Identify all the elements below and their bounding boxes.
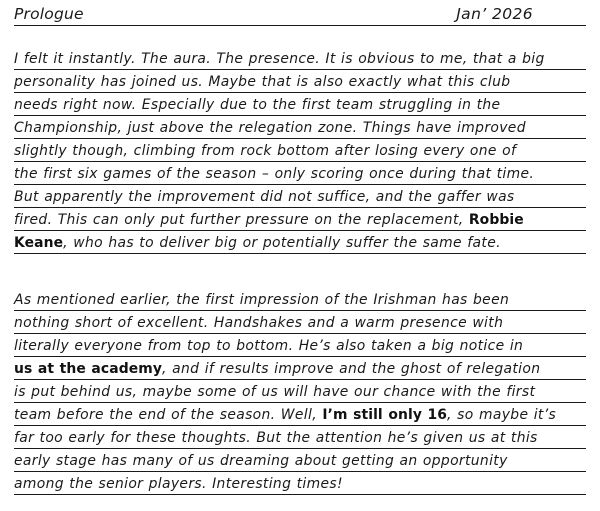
text-line [14,380,586,403]
text-line [14,93,586,116]
line-text: As mentioned earlier, the first impression of the Irishman has been [14,292,510,308]
text-line [14,357,586,380]
line-text: early stage has many of us dreaming about getting an opportunity [14,453,508,469]
highlight-name-last: Keane [14,235,64,251]
line-text: is put behind us, maybe some of us will have our chance with the first [14,384,536,400]
chapter-title: Prologue [14,5,84,23]
line-text: But apparently the improvement did not suffice, and the gaffer was [14,189,515,205]
paragraph-2 [14,288,586,495]
line-text: I felt it instantly. The aura. The presence. It is obvious to me, that a big [14,51,545,67]
line-text: needs right now. Especially due to the first team struggling in the [14,97,501,113]
line-text: literally everyone from top to bottom. He’s also taken a big notice in [14,338,524,354]
text-line [14,403,586,426]
text-line [14,208,586,231]
highlight-academy: us at the academy [14,361,163,377]
line-text: the first six games of the season – only scoring once during that time. [14,166,535,182]
line-text: fired. This can only put further pressure on the replacement, [14,212,469,228]
text-line [14,162,586,185]
text-line [14,334,586,357]
text-line [14,185,586,208]
line-text: Championship, just above the relegation zone. Things have improved [14,120,526,136]
text-line [14,311,586,334]
line-text: among the senior players. Interesting times! [14,476,343,492]
text-line [14,47,586,70]
text-line [14,231,586,254]
text-line [14,70,586,93]
text-line [14,449,586,472]
text-line [14,426,586,449]
page-header [0,0,600,26]
paragraph-1 [14,47,586,254]
highlight-age: I’m still only 16 [322,407,448,423]
header-divider [14,25,586,26]
entry-date: Jan’ 2026 [456,5,533,23]
line-text: , who has to deliver big or potentially suffer the same fate. [63,235,501,251]
line-text: far too early for these thoughts. But the attention he’s given us at this [14,430,538,446]
text-line [14,116,586,139]
line-text: nothing short of excellent. Handshakes and a warm presence with [14,315,504,331]
line-text: slightly though, climbing from rock bottom after losing every one of [14,143,517,159]
line-text: personality has joined us. Maybe that is also exactly what this club [14,74,511,90]
highlight-name-first: Robbie [468,212,524,228]
line-text: , and if results improve and the ghost of relegation [162,361,541,377]
text-line [14,139,586,162]
line-text: team before the end of the season. Well, [14,407,323,423]
text-line [14,288,586,311]
text-line [14,472,586,495]
line-text: , so maybe it’s [447,407,557,423]
